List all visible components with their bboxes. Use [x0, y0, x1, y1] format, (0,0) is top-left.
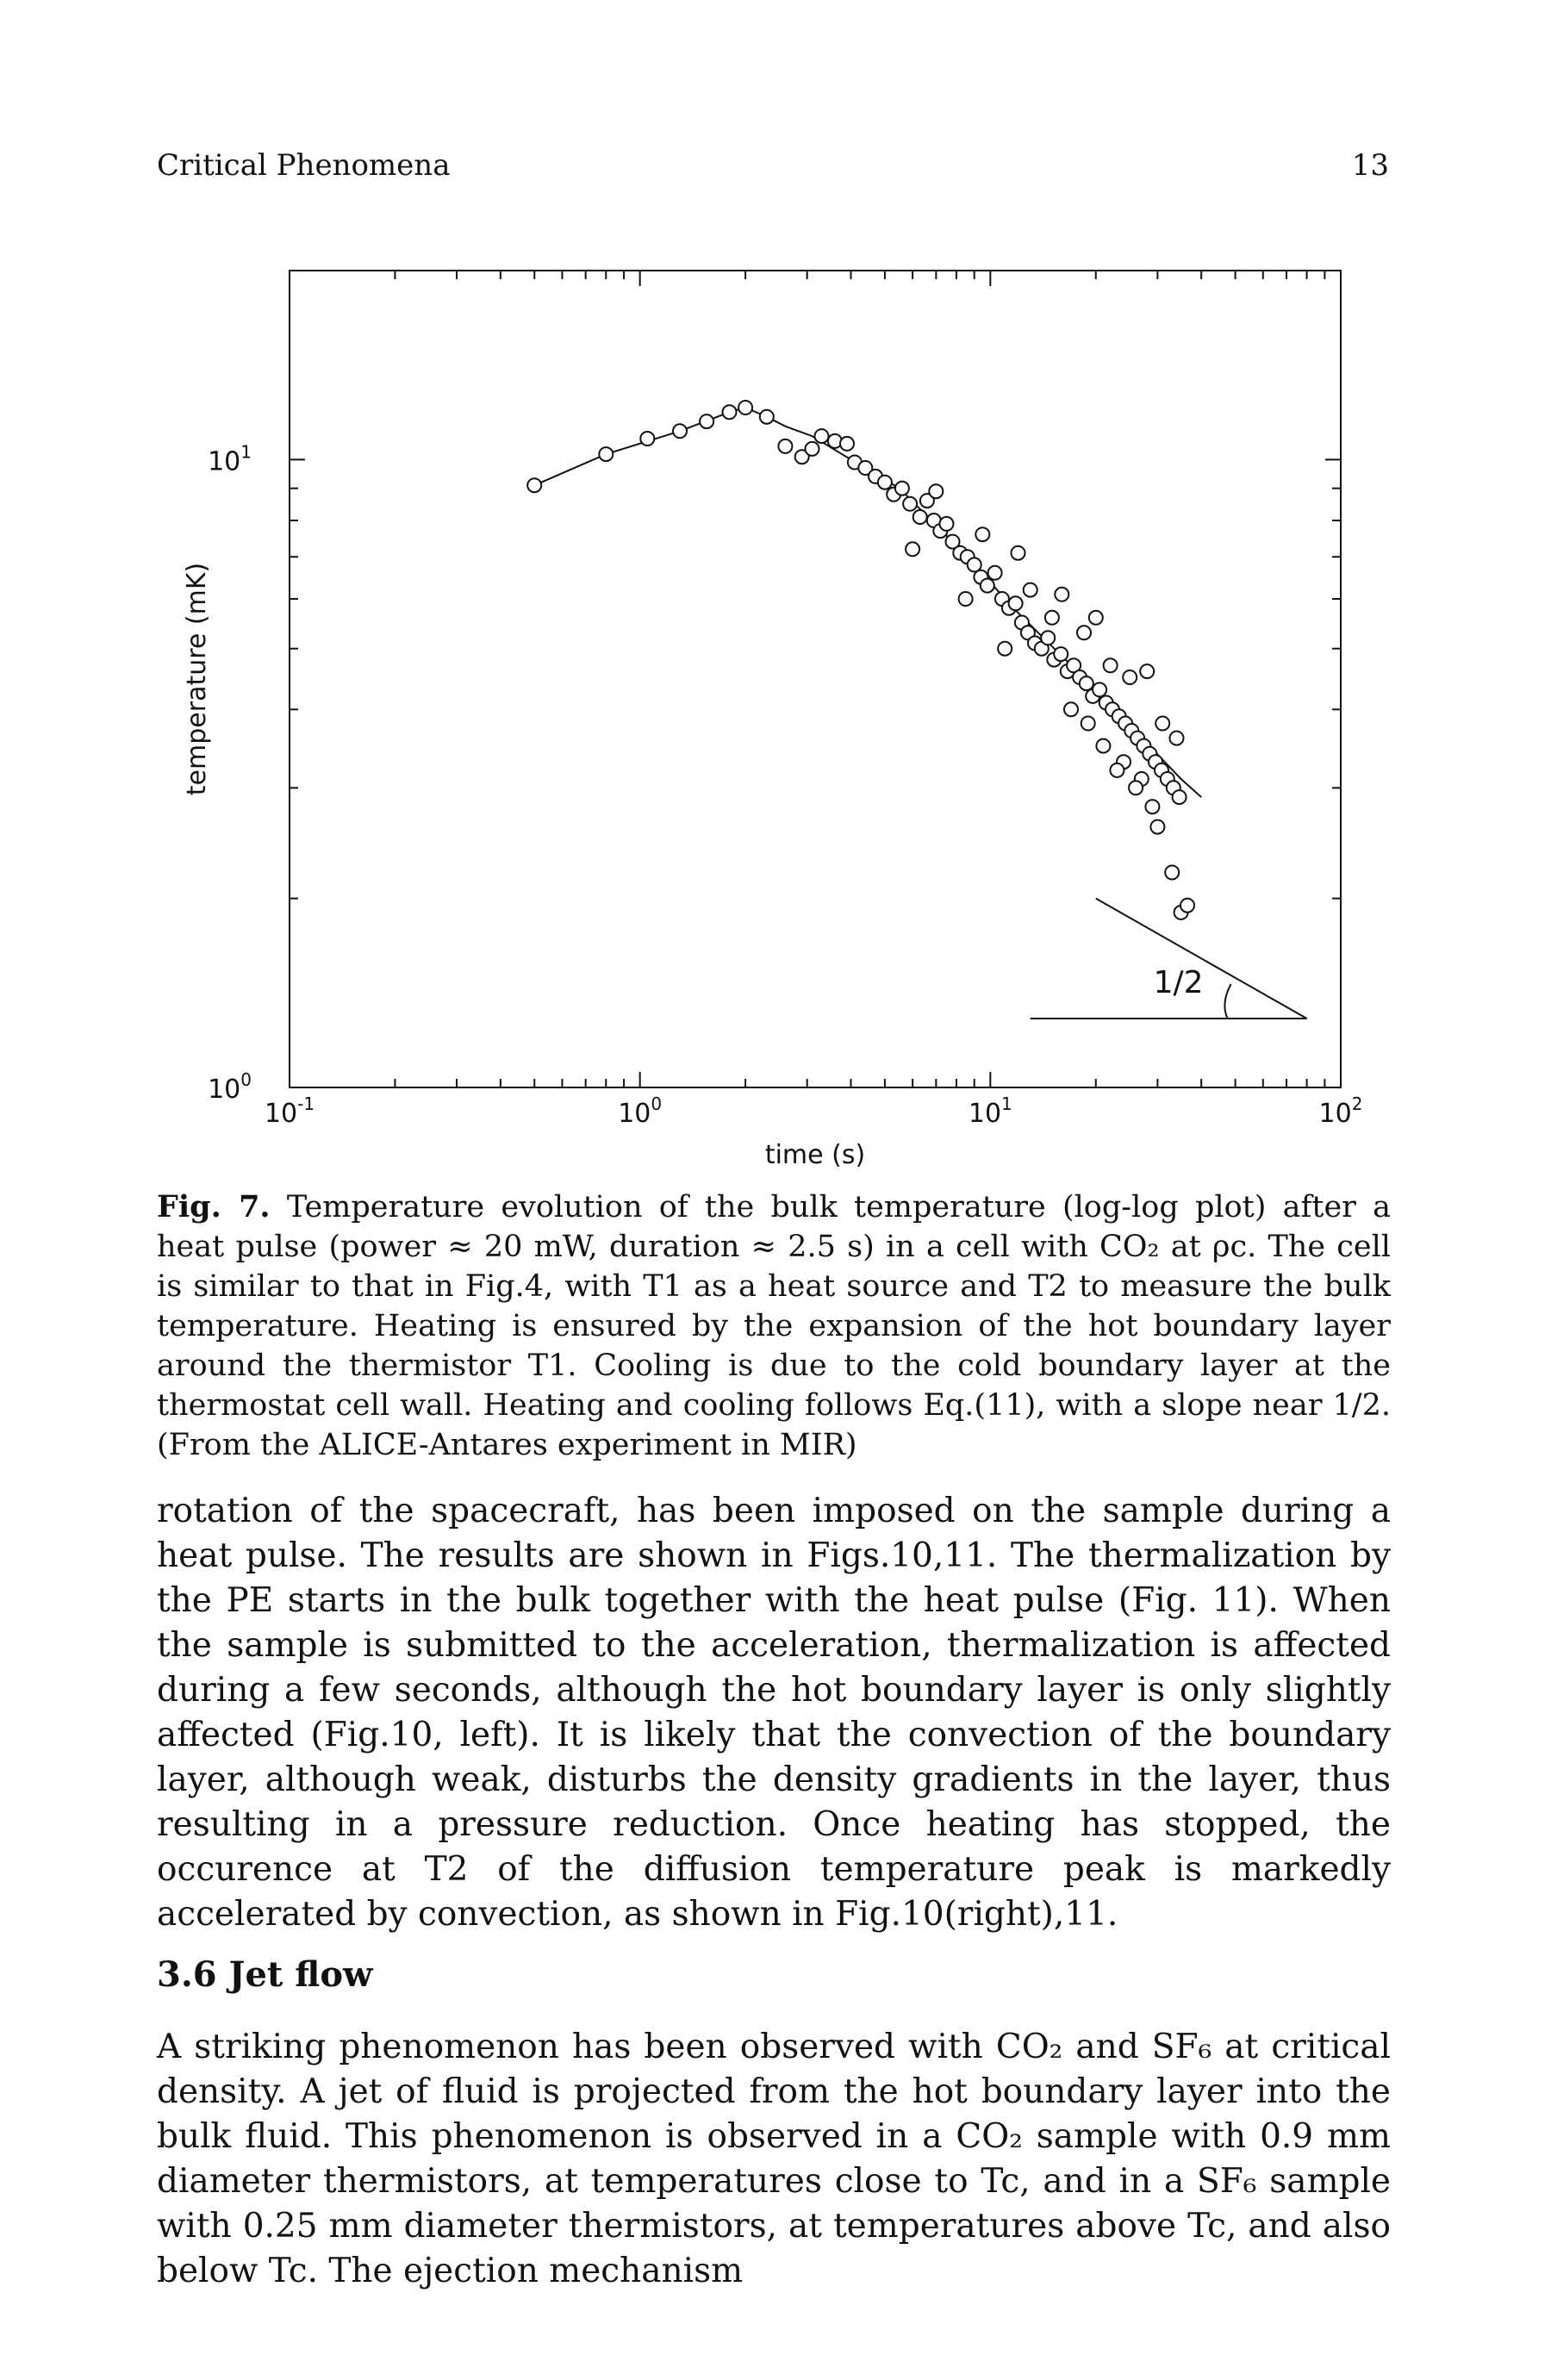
data-point: [929, 484, 943, 498]
data-point: [1150, 820, 1164, 834]
caption-label: Fig. 7.: [157, 1189, 271, 1224]
data-point: [1140, 664, 1154, 678]
data-point: [1054, 647, 1068, 661]
x-tick-labels: [265, 1093, 1363, 1129]
y-tick-label: $10^0$: [208, 1069, 252, 1105]
data-point: [878, 476, 892, 489]
data-point: [913, 510, 927, 524]
data-point: [903, 497, 917, 511]
data-point: [981, 579, 994, 593]
data-point: [940, 517, 954, 531]
data-points: [527, 401, 1194, 919]
figure-7: [129, 250, 1363, 1181]
slope-angle-arc: [1224, 984, 1230, 1019]
body-paragraph-1: rotation of the spacecraft, has been imposed on the sample during a heat pulse. The results are shown in Figs.10,11. The thermalization by the PE starts in the bulk together with the heat pulse (Fig. 11). When the sample is submitted to the acceleration, thermalization is affected during a few seconds, although the hot boundary layer is only slightly affected (Fig.10, left). It is likely that the convection of the boundary layer, although weak, disturbs the density gradients in the layer, thus resulting in a pressure reduction. Once heating has stopped, the occurence at T2 of the diffusion temperature peak is markedly accelerated by convection, as shown in Fig.10(right),11.: [157, 1492, 1391, 1934]
x-tick-label: $10^1$: [968, 1093, 1012, 1129]
data-point: [1096, 739, 1110, 753]
x-axis-label: time (s): [764, 1140, 866, 1170]
data-point: [1104, 658, 1118, 672]
x-tick-label: $10^2$: [1318, 1093, 1363, 1129]
body-paragraph-2: A striking phenomenon has been observed with CO₂ and SF₆ at critical density. A jet of fluid is projected from the hot boundary layer into the bulk fluid. This phenomenon is observed in a CO₂ sample with 0.9 mm diameter thermistors, at temperatures close to Tc, and in a SF₆ sample with 0.25 mm diameter thermistors, at temperatures above Tc, and also below Tc. The ejection mechanism: [157, 2028, 1391, 2290]
data-point: [1155, 717, 1169, 731]
data-point: [778, 439, 792, 453]
data-point: [1110, 763, 1124, 777]
y-axis-label: temperature (mK): [182, 562, 212, 796]
slope-label: 1/2: [1153, 965, 1204, 1000]
data-point: [1041, 631, 1055, 645]
data-point: [975, 527, 989, 541]
data-point: [1173, 790, 1187, 804]
data-point: [1093, 682, 1106, 696]
caption-text: Temperature evolution of the bulk temperature (log-log plot) after a heat pulse (power ≈ 20 mW, duration ≈ 2.5 s) in a cell with CO₂ at ρc. The cell is similar to that in Fig.4, with T1 as a heat source and T2 to measure the bulk temperature. Heating is ensured by the expansion of the hot boundary layer around the thermistor T1. Cooling is due to the cold boundary layer at the thermostat cell wall. Heating and cooling follows Eq.(11), with a slope near 1/2. (From the ALICE-Antares experiment in MIR): [157, 1190, 1391, 1462]
data-point: [760, 410, 774, 424]
data-point: [906, 542, 919, 556]
data-point: [1064, 702, 1078, 716]
x-tick-label: $10^{-1}$: [264, 1093, 315, 1129]
data-point: [1081, 717, 1095, 731]
data-point: [959, 592, 973, 606]
data-point: [1077, 626, 1091, 639]
data-point: [815, 429, 829, 443]
data-point: [1024, 583, 1037, 597]
data-point: [988, 566, 1002, 580]
data-point: [1045, 611, 1059, 625]
figure-caption: [157, 1187, 1391, 1465]
data-point: [723, 405, 737, 419]
data-point: [527, 478, 541, 492]
data-point: [806, 442, 819, 456]
data-point: [673, 424, 687, 438]
page-number: 13: [1351, 148, 1389, 183]
data-point: [895, 482, 909, 495]
data-point: [1089, 611, 1103, 625]
data-point: [840, 437, 854, 451]
data-point: [1129, 781, 1143, 794]
running-title: Critical Phenomena: [157, 148, 451, 183]
section-heading: 3.6 Jet flow: [157, 1954, 373, 1995]
data-point: [1123, 670, 1137, 684]
data-point: [1080, 676, 1093, 690]
data-point: [700, 414, 713, 428]
y-tick-labels: [208, 441, 252, 1105]
data-point: [1055, 588, 1068, 601]
data-point: [1145, 800, 1159, 813]
data-point: [998, 642, 1012, 656]
data-point: [1009, 596, 1023, 610]
x-tick-label: $10^0$: [618, 1093, 663, 1129]
data-point: [1012, 546, 1025, 560]
data-point: [1170, 732, 1184, 745]
temperature-loglog-chart: [129, 250, 1363, 1181]
data-point: [1165, 866, 1179, 880]
data-point: [599, 447, 613, 461]
data-point: [640, 432, 654, 445]
y-tick-label: $10^1$: [208, 441, 252, 477]
data-point: [738, 401, 752, 414]
data-point: [1180, 899, 1194, 913]
slope-triangle: [1031, 899, 1307, 1019]
slope-hypotenuse: [1096, 899, 1307, 1019]
